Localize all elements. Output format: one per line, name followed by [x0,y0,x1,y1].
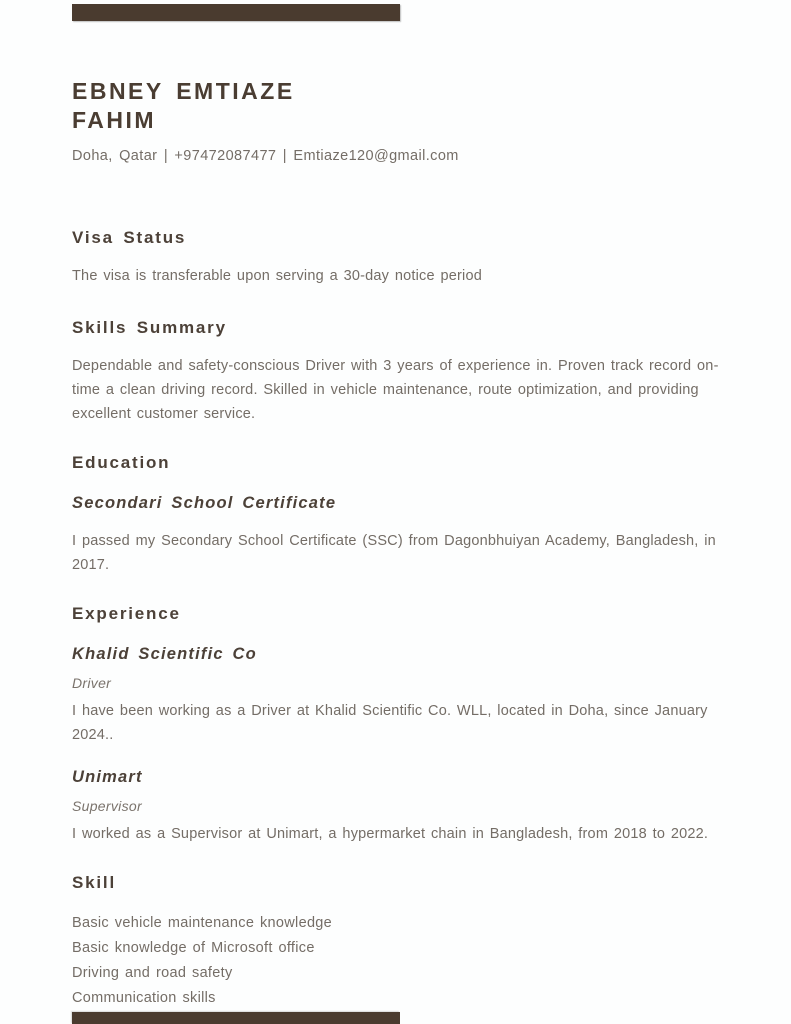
candidate-name-line1: EBNEY EMTIAZE [72,78,295,104]
job-description: I worked as a Supervisor at Unimart, a hypermarket chain in Bangladesh, from 2018 to 2022. [72,826,709,842]
job-company: Unimart [72,768,143,786]
section-title-experience: Experience [72,604,181,623]
contact-line: Doha, Qatar | +97472087477 | Emtiaze120@gmail.com [72,148,459,164]
job-role: Supervisor [72,798,142,814]
skills-list [72,911,732,1011]
section-title-skills-summary: Skills Summary [72,318,227,337]
experience-job [72,645,732,747]
section-title-skill: Skill [72,873,116,892]
visa-status-body: The visa is transferable upon serving a 30-day notice period [72,268,482,284]
section-title-education: Education [72,453,171,472]
job-role: Driver [72,675,112,691]
candidate-name [72,77,732,135]
experience-job [72,768,732,846]
education-degree: Secondari School Certificate [72,494,337,512]
candidate-name-line2: FAHIM [72,107,157,133]
skills-summary-body: Dependable and safety-conscious Driver with 3 years of experience in. Proven track record on-time a clean driving record. Skilled in vehicle maintenance, route optimization, and providing excellent customer service. [72,358,719,422]
job-company: Khalid Scientific Co [72,645,257,663]
resume-content [72,0,732,1011]
skill-item: Basic vehicle maintenance knowledge [72,915,333,931]
section-title-visa-status: Visa Status [72,228,187,247]
skill-item: Driving and road safety [72,965,233,981]
education-body: I passed my Secondary School Certificate (SSC) from Dagonbhuiyan Academy, Bangladesh, in 2017. [72,533,716,573]
skill-item: Basic knowledge of Microsoft office [72,940,315,956]
skill-item: Communication skills [72,990,216,1006]
bottom-accent-bar [72,1012,400,1024]
job-description: I have been working as a Driver at Khalid Scientific Co. WLL, located in Doha, since January 2024.. [72,703,708,743]
